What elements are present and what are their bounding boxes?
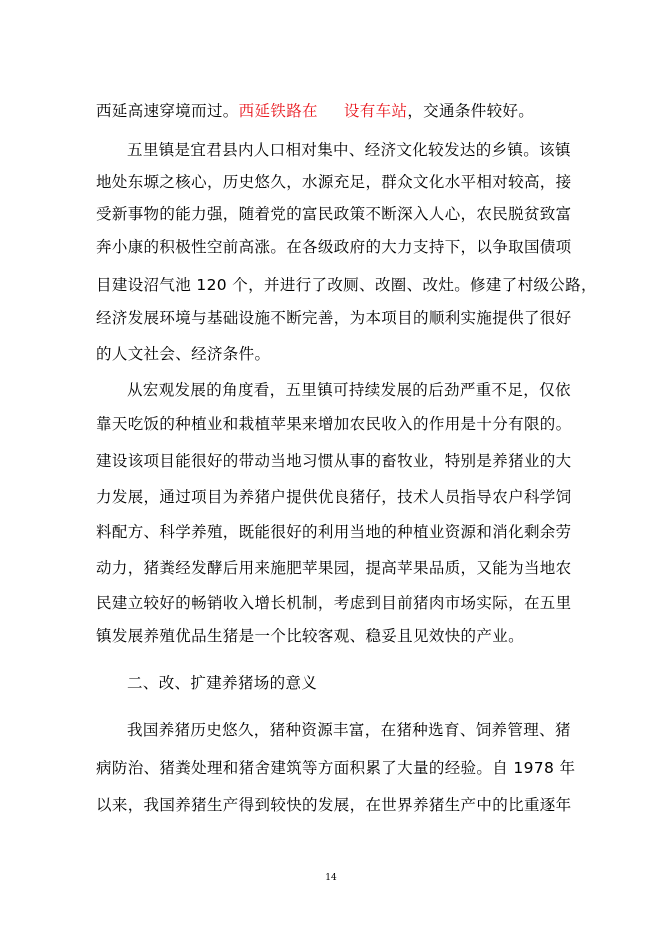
paragraph-line: 受新事物的能力强，随着党的富民政策不断深入人心，农民脱贫致富 — [96, 205, 572, 223]
paragraph-line: 经济发展环境与基础设施不断完善，为本项目的顺利实施提供了很好 — [96, 309, 572, 327]
paragraph-line: 镇发展养殖优品生猪是一个比较客观、稳妥且见效快的产业。 — [96, 627, 524, 645]
paragraph-line: 料配方、科学养殖，既能很好的利用当地的种植业资源和消化剩余劳 — [96, 523, 572, 541]
paragraph-line: 奔小康的积极性空前高涨。在各级政府的大力支持下，以争取国债项 — [96, 238, 572, 256]
paragraph-line: 以来，我国养猪生产得到较快的发展，在世界养猪生产中的比重逐年 — [96, 796, 572, 814]
paragraph-line: 民建立较好的畅销收入增长机制，考虑到目前猪肉市场实际，在五里 — [96, 594, 572, 612]
text-segment: 西延高速穿境而过。 — [96, 102, 239, 120]
paragraph-line: 动力，猪粪经发酵后用来施肥苹果园，提高苹果品质，又能为当地农 — [96, 559, 572, 577]
paragraph-line: 目建设沼气池 120 个，并进行了改厕、改圈、改灶。修建了村级公路， — [96, 276, 597, 294]
text-segment: ，交通条件较好。 — [407, 102, 535, 120]
highlighted-text: 西延铁路在 — [238, 102, 318, 120]
paragraph-line: 我国养猪历史悠久，猪种资源丰富，在猪种选育、饲养管理、猪 — [127, 721, 571, 739]
highlighted-text: 设有车站 — [343, 102, 408, 120]
paragraph-line: 的人文社会、经济条件。 — [96, 345, 271, 363]
paragraph-line: 建设该项目能很好的带动当地习惯从事的畜牧业，特别是养猪业的大 — [96, 452, 572, 470]
paragraph-line: 病防治、猪粪处理和猪舍建筑等方面积累了大量的经验。自 1978 年 — [96, 759, 576, 777]
paragraph-continuation-line — [96, 101, 534, 121]
section-heading: 二、改、扩建养猪场的意义 — [127, 674, 318, 692]
paragraph-line: 从宏观发展的角度看，五里镇可持续发展的后劲严重不足，仅依 — [127, 381, 571, 399]
paragraph-line: 靠天吃饭的种植业和栽植苹果来增加农民收入的作用是十分有限的。 — [96, 415, 572, 433]
paragraph-line: 地处东塬之核心，历史悠久，水源充足，群众文化水平相对较高，接 — [96, 173, 572, 191]
page-number: 14 — [325, 873, 337, 883]
paragraph-line: 五里镇是宜君县内人口相对集中、经济文化较发达的乡镇。该镇 — [127, 141, 571, 159]
paragraph-line: 力发展，通过项目为养猪户提供优良猪仔，技术人员指导农户科学饲 — [96, 488, 572, 506]
